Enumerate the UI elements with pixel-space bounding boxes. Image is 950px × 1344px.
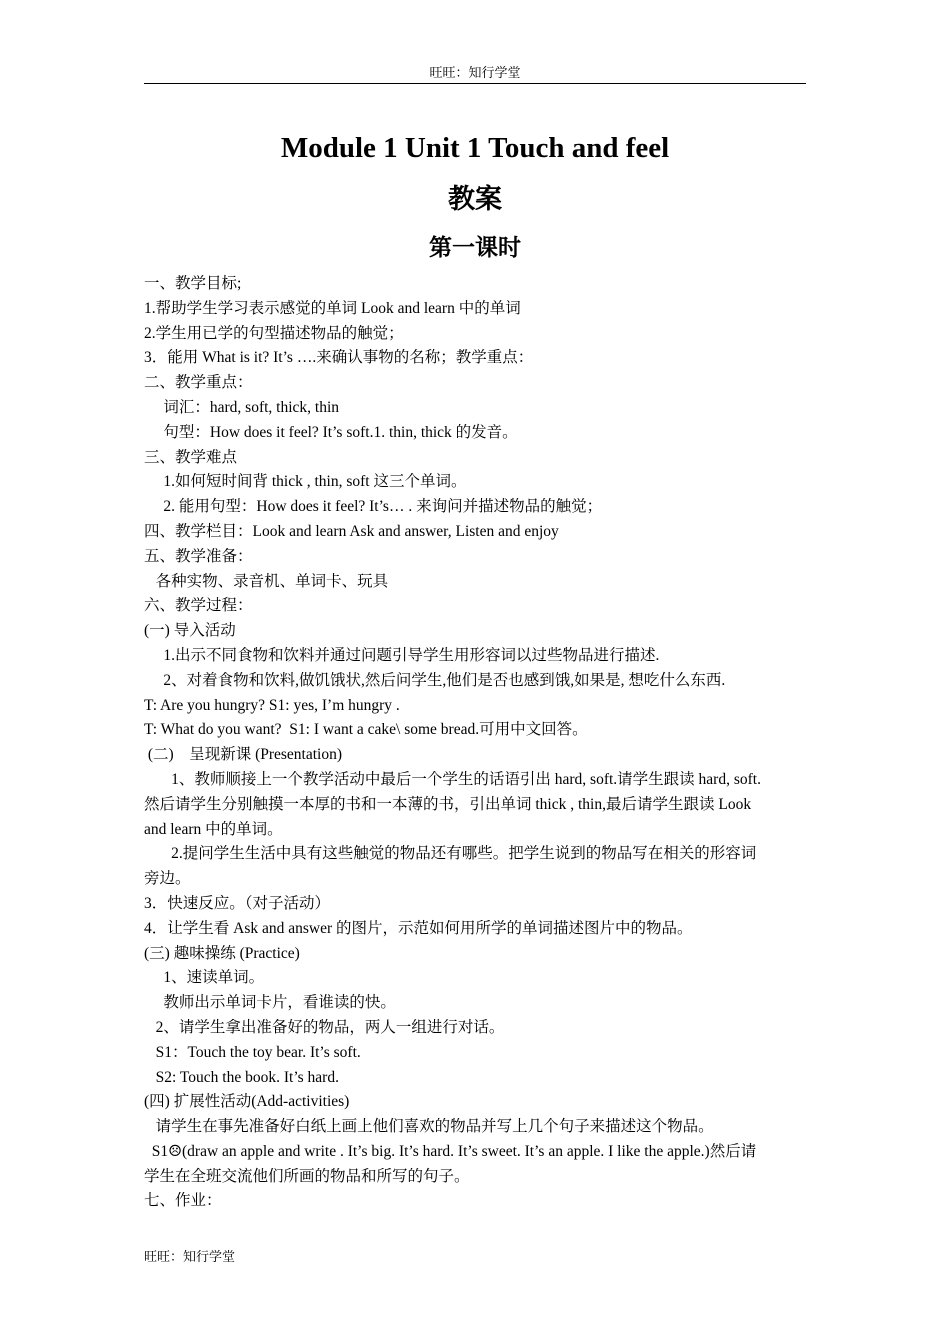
body-line: (二) 呈现新课 (Presentation)	[144, 746, 343, 764]
header-divider	[144, 83, 806, 84]
body-line: T: What do you want? S1: I want a cake\ some bread.可用中文回答。	[144, 721, 588, 739]
body-line: 1.帮助学生学习表示感觉的单词 Look and learn 中的单词	[144, 299, 521, 317]
document-title: Module 1 Unit 1 Touch and feel	[280, 132, 670, 164]
body-line: 七、作业：	[144, 1192, 222, 1210]
body-line: 各种实物、录音机、单词卡、玩具	[144, 572, 389, 590]
body-line: 3．快速反应。（对子活动）	[144, 894, 331, 912]
body-line: T: Are you hungry? S1: yes, I’m hungry .	[144, 696, 400, 714]
body-line: 学生在全班交流他们所画的物品和所写的句子。	[144, 1167, 470, 1185]
document-subtitle: 教案	[448, 184, 502, 214]
body-line: 2、请学生拿出准备好的物品，两人一组进行对话。	[144, 1018, 505, 1036]
body-line: 2. 能用句型：How does it feel? It’s… . 来询问并描述物品的触觉；	[144, 498, 603, 516]
body-line: 句型：How does it feel? It’s soft.1. thin, thick 的发音。	[144, 423, 518, 441]
body-line: 旁边。	[144, 870, 191, 888]
body-line: (三) 趣味操练 (Practice)	[144, 944, 300, 962]
body-line: 请学生在事先准备好白纸上画上他们喜欢的物品并写上几个句子来描述这个物品。	[144, 1118, 714, 1136]
body-line: S1：Touch the toy bear. It’s soft.	[144, 1043, 361, 1061]
lesson-plan-body	[144, 272, 808, 1214]
body-line: 3．能用 What is it? It’s ….来确认事物的名称；教学重点：	[144, 349, 534, 367]
body-line: 4．让学生看 Ask and answer 的图片，示范如何用所学的单词描述图片中的物品。	[144, 919, 693, 937]
body-line: 1.如何短时间背 thick , thin, soft 这三个单词。	[144, 473, 467, 491]
page-header: 旺旺：知行学堂	[429, 65, 521, 80]
body-line: 1、教师顺接上一个教学活动中最后一个学生的话语引出 hard, soft.请学生跟读 hard, soft.	[144, 770, 761, 788]
body-line: S1☹(draw an apple and write . It’s big. It’s hard. It’s sweet. It’s an apple. I like the apple.)然后请	[144, 1142, 757, 1160]
body-line: 然后请学生分别触摸一本厚的书和一本薄的书，引出单词 thick , thin,最后请学生跟读 Look	[144, 795, 752, 813]
body-line: (四) 扩展性活动(Add-activities)	[144, 1093, 350, 1111]
lesson-heading: 第一课时	[429, 235, 521, 260]
body-line: 2.提问学生生活中具有这些触觉的物品还有哪些。把学生说到的物品写在相关的形容词	[144, 845, 757, 863]
body-line: 二、教学重点：	[144, 374, 253, 392]
body-line: and learn 中的单词。	[144, 820, 283, 838]
body-line: 五、教学准备：	[144, 547, 253, 565]
page-footer: 旺旺：知行学堂	[144, 1249, 236, 1264]
body-line: S2: Touch the book. It’s hard.	[144, 1068, 339, 1086]
body-line: 1、速读单词。	[144, 969, 265, 987]
body-line: 1.出示不同食物和饮料并通过问题引导学生用形容词以过些物品进行描述.	[144, 646, 660, 664]
body-line: 2、对着食物和饮料,做饥饿状,然后问学生,他们是否也感到饿,如果是, 想吃什么东西.	[144, 671, 726, 689]
body-line: 词汇：hard, soft, thick, thin	[144, 398, 340, 416]
body-line: 六、教学过程：	[144, 597, 253, 615]
body-line: 教师出示单词卡片，看谁读的快。	[144, 994, 396, 1012]
body-line: 四、教学栏目：Look and learn Ask and answer, Listen and enjoy	[144, 522, 559, 540]
body-line: 一、教学目标;	[144, 275, 242, 292]
body-line: 三、教学难点	[144, 448, 238, 466]
body-line: (一) 导入活动	[144, 622, 236, 640]
body-line: 2.学生用已学的句型描述物品的触觉；	[144, 324, 404, 342]
